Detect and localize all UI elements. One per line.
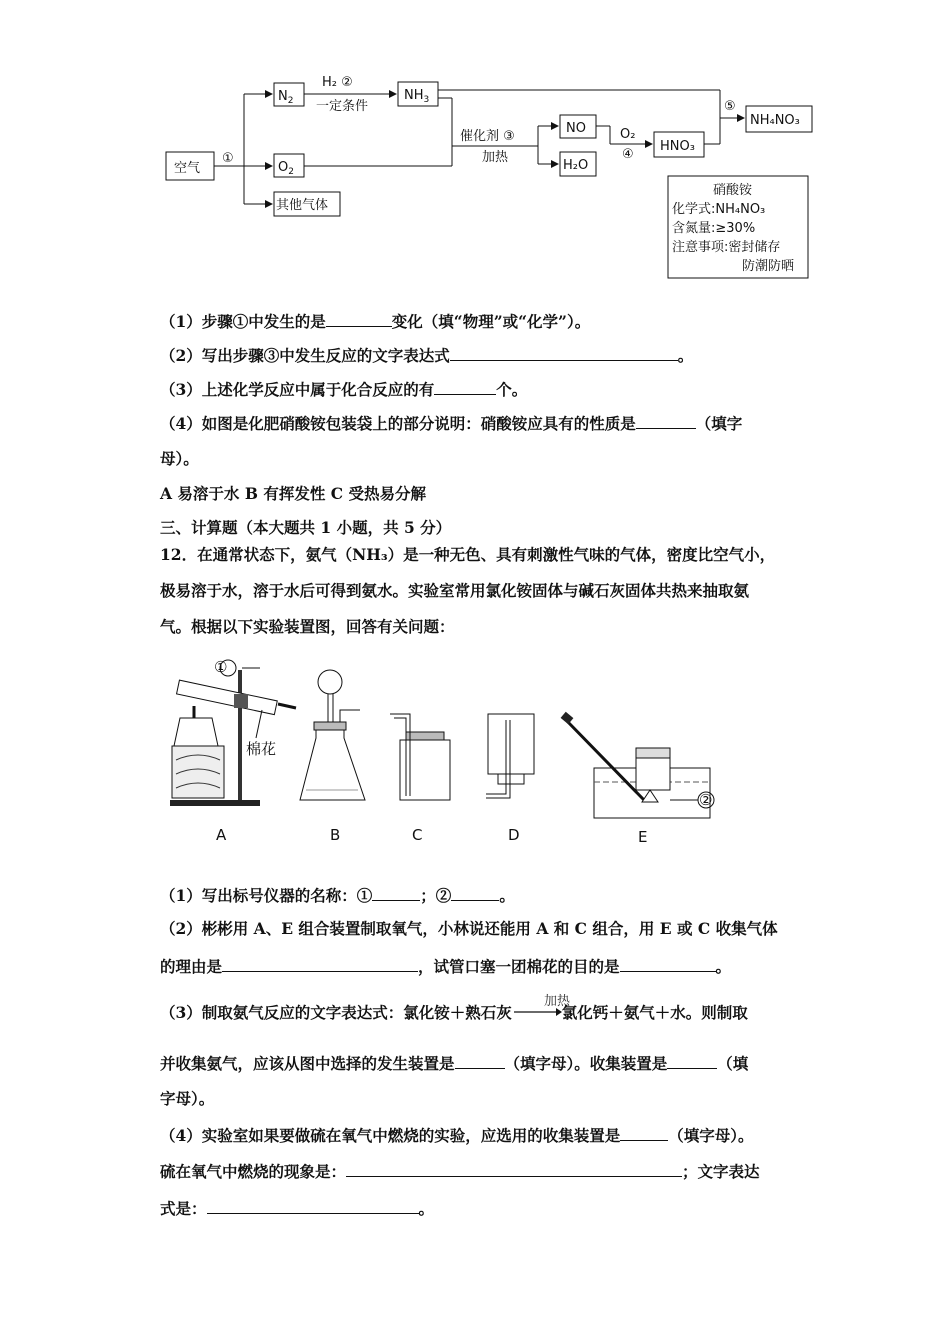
q12-4-text-a: （4）实验室如果要做硫在氧气中燃烧的实验，应选用的收集装置是 — [160, 1126, 621, 1145]
q12-3-text-d: （填字母）。收集装置是 — [504, 1054, 668, 1073]
q12-1-text-c: 。 — [499, 886, 515, 905]
o2-step4-label: O₂ — [620, 127, 636, 142]
q12-3-text-a: （3）制取氨气反应的文字表达式：氯化铵＋熟石灰 — [160, 1003, 512, 1022]
q12-2: （2）彬彬用 A、E 组合装置制取氧气，小林说还能用 A 和 C 组合，用 E 或 C 收集气体 — [160, 919, 778, 938]
q11-1-text-a: （1）步骤①中发生的是 — [160, 312, 326, 331]
q12-1-blank-1[interactable] — [372, 884, 420, 901]
q11-1-blank[interactable] — [326, 310, 392, 327]
h2o-label: H₂O — [563, 158, 589, 173]
q11-1-text-b: 变化（填“物理”或“化学”）。 — [391, 312, 591, 331]
air-label: 空气 — [174, 161, 201, 176]
q12-4-blank-2[interactable] — [346, 1160, 682, 1177]
q12-1-blank-2[interactable] — [451, 884, 499, 901]
q12-4-text-d: ；文字表达 — [682, 1162, 760, 1181]
q12-3-cont — [160, 1052, 748, 1075]
apparatus-d — [486, 714, 534, 798]
step1-mark: ① — [222, 151, 234, 166]
q12-4-text-e: 式是： — [160, 1199, 207, 1218]
label-note: 注意事项:密封储存 — [672, 240, 781, 255]
apparatus-c — [390, 714, 450, 800]
label-d: D — [508, 826, 520, 844]
q11-2-blank[interactable] — [450, 344, 678, 361]
q11-4-blank[interactable] — [636, 412, 696, 429]
catalyst-step3-label: 催化剂 ③ — [460, 129, 515, 144]
label-nitrogen: 含氮量:≥30% — [672, 221, 756, 236]
q12-1-text-a: （1）写出标号仪器的名称：① — [160, 886, 373, 905]
q12-2-cont — [160, 955, 731, 978]
section3-heading: 三、计算题（本大题共 1 小题，共 5 分） — [160, 518, 452, 537]
apparatus-a — [170, 658, 296, 806]
nh4no3-label: NH₄NO₃ — [750, 113, 800, 128]
apparatus-diagram — [150, 650, 750, 850]
q11-4-text-a: （4）如图是化肥硝酸铵包装袋上的部分说明：硝酸铵应具有的性质是 — [160, 414, 636, 433]
reaction-arrow — [512, 1002, 562, 1018]
q12-3-blank-1[interactable] — [455, 1052, 505, 1069]
label-note2: 防潮防晒 — [742, 259, 795, 274]
h2-step2-label: H₂ ② — [322, 75, 353, 90]
q12-2-blank-2[interactable] — [620, 955, 716, 972]
cotton-label: 棉花 — [246, 740, 277, 758]
mark2: ② — [699, 791, 713, 809]
condition-label: 一定条件 — [316, 99, 369, 114]
q12-1-text-b: ；② — [420, 886, 452, 905]
q12-2-text-c: ，试管口塞一团棉花的目的是 — [418, 957, 620, 976]
q12-4 — [160, 1124, 754, 1147]
q11-4-cont: 母）。 — [160, 449, 199, 468]
q12-3-text-b: 氯化钙＋氨气＋水。则制取 — [561, 1003, 748, 1022]
label-c: C — [412, 826, 423, 844]
step5-mark: ⑤ — [724, 99, 736, 114]
q12-1 — [160, 884, 515, 907]
q12-3-text-e: （填 — [717, 1054, 749, 1073]
q12-2-text-d: 。 — [715, 957, 732, 976]
other-gas-label: 其他气体 — [276, 198, 329, 213]
q12-2-blank-1[interactable] — [222, 955, 418, 972]
q12-4-text-c: 硫在氧气中燃烧的现象是： — [160, 1162, 347, 1181]
flowchart — [150, 70, 830, 285]
heat-label-flow: 加热 — [482, 150, 509, 165]
q11-4 — [160, 412, 742, 435]
q12-4-text-f: 。 — [418, 1199, 435, 1218]
step4-mark: ④ — [622, 147, 634, 162]
no-label: NO — [566, 121, 586, 136]
q11-2-text-a: （2）写出步骤③中发生反应的文字表达式 — [160, 346, 450, 365]
q12-3-blank-2[interactable] — [667, 1052, 717, 1069]
apparatus-b — [300, 670, 365, 800]
nh3-label: $NH_3$ — [404, 88, 430, 105]
q12-3 — [160, 1002, 748, 1024]
label-a: A — [216, 826, 227, 844]
q12-intro-1: 12．在通常状态下，氨气（NH₃）是一种无色、具有刺激性气味的气体，密度比空气小， — [160, 545, 776, 564]
q11-1 — [160, 310, 590, 333]
heat-condition-label: 加热 — [544, 994, 571, 1009]
q11-2-text-b: 。 — [677, 346, 694, 365]
apparatus-e — [561, 712, 714, 818]
q12-3-text-c: 并收集氨气，应该从图中选择的发生装置是 — [160, 1054, 455, 1073]
q11-3-text-b: 个。 — [496, 380, 528, 399]
q12-4-end — [160, 1197, 434, 1220]
mark1: ① — [214, 658, 228, 676]
label-title: 硝酸铵 — [713, 183, 753, 198]
q11-4-text-b: （填字 — [695, 414, 743, 433]
n2-label: $N_2$ — [278, 89, 294, 106]
q12-4-text-b: （填字母）。 — [668, 1126, 754, 1145]
q11-3-blank[interactable] — [434, 378, 496, 395]
o2-label: $O_2$ — [278, 160, 294, 177]
label-formula: 化学式:NH₄NO₃ — [672, 202, 766, 217]
q12-2-text-b: 的理由是 — [160, 957, 223, 976]
q12-4-cont — [160, 1160, 760, 1183]
q11-2 — [160, 344, 693, 367]
q11-3 — [160, 378, 527, 401]
q12-4-blank-3[interactable] — [207, 1197, 419, 1214]
q12-4-blank-1[interactable] — [620, 1124, 668, 1141]
q12-intro-3: 气。根据以下实验装置图，回答有关问题： — [160, 617, 455, 636]
q11-options: A 易溶于水 B 有挥发性 C 受热易分解 — [160, 484, 426, 503]
q12-3-end: 字母）。 — [160, 1089, 215, 1108]
q11-3-text-a: （3）上述化学反应中属于化合反应的有 — [160, 380, 435, 399]
label-b: B — [330, 826, 341, 844]
label-e: E — [638, 828, 648, 846]
reaction-arrow-icon — [512, 1004, 562, 1020]
q12-intro-2: 极易溶于水，溶于水后可得到氨水。实验室常用氯化铵固体与碱石灰固体共热来抽取氨 — [160, 581, 750, 600]
hno3-label: HNO₃ — [660, 139, 695, 154]
